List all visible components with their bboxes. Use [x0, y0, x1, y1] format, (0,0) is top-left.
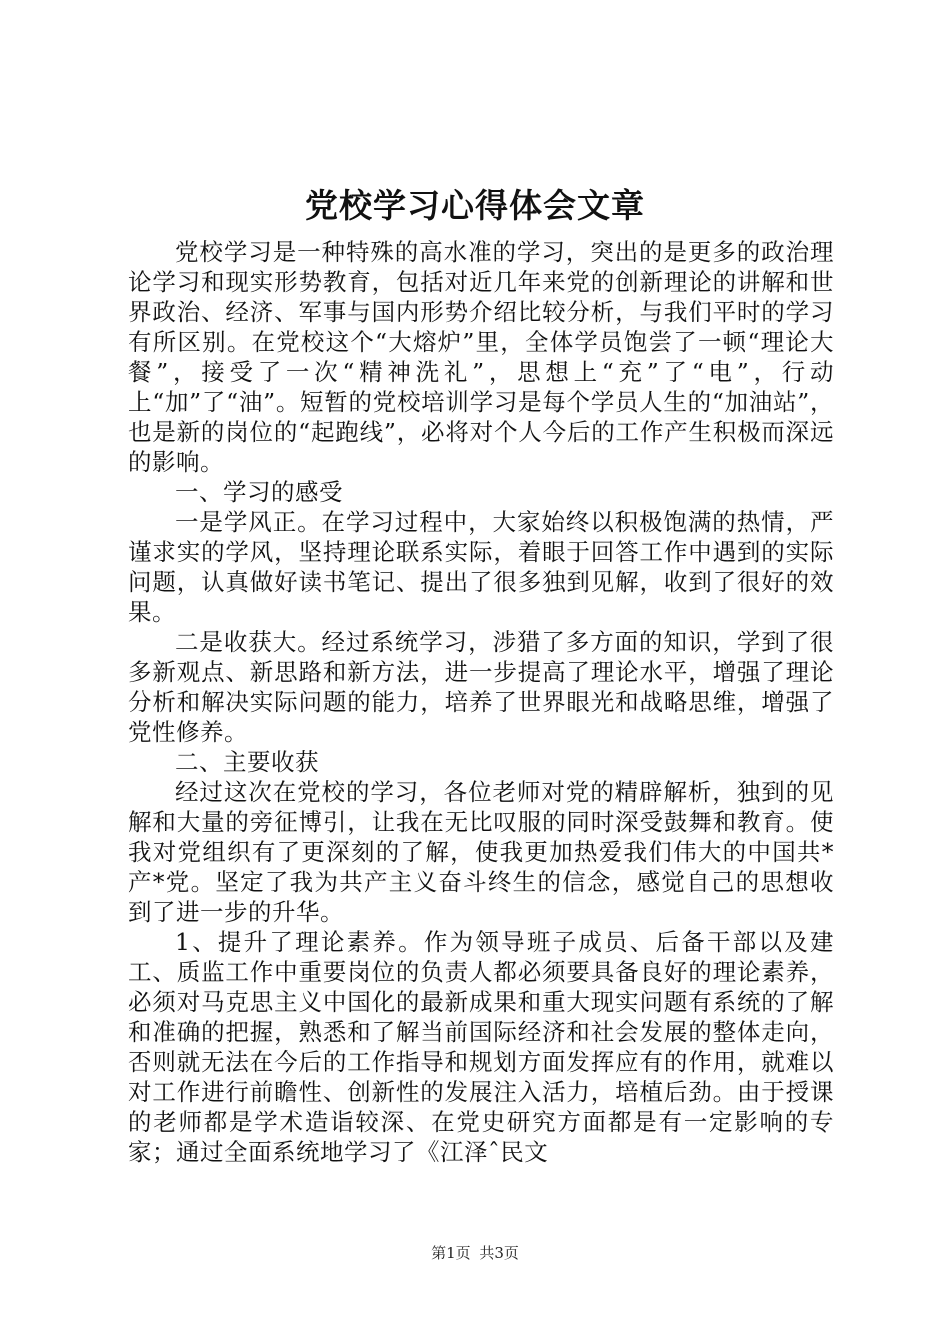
section-heading-main-gains: 二、主要收获	[175, 748, 319, 776]
page-total: 共3页	[479, 1244, 519, 1262]
document-body	[128, 237, 834, 1167]
paragraph-intro: 党校学习是一种特殊的高水准的学习，突出的是更多的政治理论学习和现实形势教育，包括对近几年来党的创新理论的讲解和世界政治、经济、军事与国内形势介绍比较分析，与我们平时的学习有所区别。在党校这个“大熔炉”里，全体学员饱尝了一顿“理论大餐”，接受了一次“精神洗礼”，思想上“充”了“电”，行动上“加”了“油”。短暂的党校培训学习是每个学员人生的“加油站”，也是新的岗位的“起跑线”，必将对个人今后的工作产生积极而深远的影响。	[128, 238, 834, 476]
page-footer	[0, 1243, 950, 1263]
paragraph-big-gains: 二是收获大。经过系统学习，涉猎了多方面的知识，学到了很多新观点、新思路和新方法，进一步提高了理论水平，增强了理论分析和解决实际问题的能力，培养了世界眼光和战略思维，增强了党性修养。	[128, 628, 834, 746]
section-heading-feelings: 一、学习的感受	[175, 478, 343, 506]
document-title: 党校学习心得体会文章	[305, 186, 645, 225]
paragraph-study-style: 一是学风正。在学习过程中，大家始终以积极饱满的热情，严谨求实的学风，坚持理论联系实际，着眼于回答工作中遇到的实际问题，认真做好读书笔记、提出了很多独到见解，收到了很好的效果。	[128, 508, 834, 626]
paragraph-theory-literacy: 1、提升了理论素养。作为领导班子成员、后备干部以及建工、质监工作中重要岗位的负责人都必须要具备良好的理论素养，必须对马克思主义中国化的最新成果和重大现实问题有系统的了解和准确的把握，熟悉和了解当前国际经济和社会发展的整体走向，否则就无法在今后的工作指导和规划方面发挥应有的作用，就难以对工作进行前瞻性、创新性的发展注入活力，培植后劲。由于授课的老师都是学术造诣较深、在党史研究方面都是有一定影响的专家；通过全面系统地学习了《江泽ˆ民文	[128, 928, 834, 1166]
page-number: 第1页	[431, 1244, 471, 1262]
paragraph-after-study: 经过这次在党校的学习，各位老师对党的精辟解析，独到的见解和大量的旁征博引，让我在无比叹服的同时深受鼓舞和教育。使我对党组织有了更深刻的了解，使我更加热爱我们伟大的中国共*产*党。坚定了我为共产主义奋斗终生的信念，感觉自己的思想收到了进一步的升华。	[128, 778, 834, 926]
